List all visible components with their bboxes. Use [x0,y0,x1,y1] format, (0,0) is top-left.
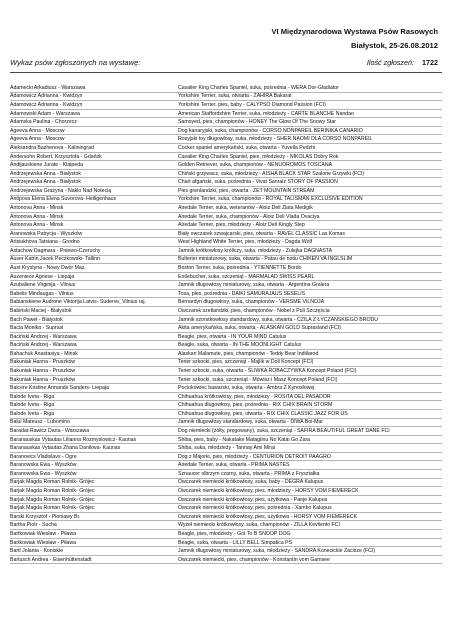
entry-owner: Andrzejewska Grażyna - Naklo Nad Notecią [10,187,112,194]
entry-dog: Samoyed, pies, championów - HONEY The Glow Of The Snowy Star [178,119,337,126]
list-item [10,427,442,436]
list-item [10,256,442,265]
list-item [10,556,442,565]
list-item [10,479,442,488]
list-item [10,444,442,453]
list-item [10,281,442,290]
entry-owner: Balode Iveta - Riga [10,402,55,409]
list-item [10,547,442,556]
list-item [10,213,442,222]
entry-dog: Airedale Terrier, suka, championów - Aloiz Deli Vlada Ovaciya [178,213,320,220]
entry-owner: Babiński Maciej - Białystok [10,307,72,314]
entry-owner: Bartkowiak Wiesław - Piława [10,530,77,537]
list-item [10,419,442,428]
entry-dog: Yorkshire Terrier, suka, otwarta - ZAHIRA Bakarat [178,93,292,100]
entry-owner: Barjak Magda Roman Rolnik- Grójec [10,479,95,486]
list-item [10,84,442,93]
entry-owner: Ageeva Anna - Moscow [10,127,65,134]
list-item [10,264,442,273]
entry-dog: American Staffordshire Terrier, suka, młodzieży - CARTE BLANCHE Nandao [178,110,354,117]
entry-owner: Auser Katrin Jacek Peczkowski- Tallinn [10,256,100,263]
list-item [10,196,442,205]
list-item [10,153,442,162]
entry-dog: Owczarek szetlandzki, pies, championów - Nobel z Puli Szczęścia [178,307,330,314]
list-item [10,410,442,419]
entry-dog: Wyżeł niemiecki krótkowłosy, suka, championów - ZILLA Kevilento FCI [178,522,340,529]
entry-dog: Jamnik szorstkowłosy standardowy, suka, otwarta - CZILA Z ŁYCZAŃSKIEGO BRODU [178,316,378,323]
list-item [10,461,442,470]
list-item [10,298,442,307]
entry-owner: Baciński Andrzej - Warszawa [10,342,77,349]
entry-dog: Alaskan Malamute, pies, championów - Teddy Bear Indiilarod [178,350,319,357]
entry-owner: Ageeva Anna - Moscow [10,136,65,143]
entry-owner: Barski Krzysztof - Płoniawy Br. [10,513,81,520]
list-item [10,144,442,153]
entry-dog: Golden Retriever, suka, championów - NENUOROMOS TOSCANA [178,162,333,169]
entry-owner: Barjak Magda Roman Rolnik- Grójec [10,505,95,512]
entries-list [10,84,442,564]
entry-dog: Owczarek niemiecki krótkowłosy, pies, użytkowa - HORSY VOM FIEMERECK [178,513,358,520]
entry-dog: Entlebucher, suka, szczeniąt - MARMALAD SWISS PEARL [178,273,315,280]
entry-dog: Shiba, pies, baby - Nakatake Matagiinu No Katai Go Zara [178,436,311,443]
list-item [10,316,442,325]
entry-dog: Akita amerykańska, suka, otwarta - ALASKAN GOLD Suprasland (FCI) [178,325,341,332]
entry-dog: West Highland White Terrier, pies, młodzieży - Dagda Wolf [178,239,313,246]
entry-owner: Bahachuk Anastasiya - Minsk [10,350,78,357]
entry-dog: Chihuahua długowłosy, pies, otwarta - RIX CHIX CLASSIC JAZZ FOR US [178,410,348,417]
list-item [10,401,442,410]
entry-owner: Balode Iveta - Riga [10,393,55,400]
entry-dog: Dog z Majorki, pies, młodzieży - CENTURION DETROIT PAAGRO [178,453,331,460]
list-item [10,178,442,187]
entry-owner: Balcere Kristine Armands Sanders- Liepaja [10,385,109,392]
list-item [10,238,442,247]
entry-dog: Bernardyn długowłosy, suka, championów - VERSME VILNOJA [178,299,325,306]
list-item [10,110,442,119]
entry-dog: Airedale Terrier, suka, weteranów - Aloiz Deli Zlata Medigik [178,204,313,211]
list-item [10,221,442,230]
list-item [10,93,442,102]
list-item [10,290,442,299]
event-title: VI Międzynarodowa Wystawa Psów Rasowych [271,27,438,36]
entry-dog: Terier szkocki, pies, szczeniąt - Majlik w Doli Koncept (FCI) [178,359,314,366]
entry-owner: Babianskiene Audrone Viktorija Latvis- Suderve, Vilnius raj. [10,299,146,306]
entry-dog: Jamnik długowłosy standardowy, suka, otwarta - DIWA Boi-Mar [178,419,324,426]
list-item [10,247,442,256]
entry-dog: Jamnik krótkowłosy króliczy, suka, młodzieży - Zulejka DAGNASTA [178,247,333,254]
entry-dog: Owczarek niemiecki, pies, championów - Konstantin vom Gamsee [178,556,330,563]
entry-owner: Adamecki Arkadiusz - Warszawa [10,84,86,91]
entry-owner: Bakuniak Hanna - Pruszków [10,359,76,366]
entry-owner: Astachow Dagmara - Pniewo-Czeruchy [10,247,101,254]
entry-dog: Terier szkocki, suka, otwarta - ŚLIWKA ROBACZYWKA Koncept Poland (FCI) [178,367,357,374]
document-header [271,25,438,52]
entry-owner: Adamska Paulina - Chorzecz [10,119,77,126]
list-item [10,324,442,333]
list-item [10,393,442,402]
entry-dog: Chihuahua długowłosy, pies, pośrednia - RIX CHIX BRAIN STORM [178,402,333,409]
entry-dog: Terier szkocki, suka, szczeniąt - Mówisz i Masz Koncept Poland (FCI) [178,376,338,383]
entry-dog: Shiba, suka, młodzieży - Tannay Ami Mirai [178,445,276,452]
entry-dog: Owczarek niemiecki krótkowłosy, pies, młodzieży - HORSY VOM FIEMERECK [178,488,359,495]
entry-dog: Beagle, pies, otwarta - IN YOUR MIND Catulus [178,333,287,340]
entry-owner: Balode Iveta - Riga [10,410,55,417]
entry-dog: Jamnik długowłosy miniaturowy, suka, młodzieży - SANDRA Konecickie Zacisze (FCI) [178,548,376,555]
entry-dog: Chihuahua krótkowłosy, pies, młodzieży - ROSITA DEL PASADOR [178,393,331,400]
list-item [10,127,442,136]
entry-owner: Antonova Anna - Minsk [10,222,64,229]
list-item [10,187,442,196]
entry-owner: Aleksandra Bazhenova - Kaliningrad [10,144,94,151]
entry-dog: Biały owczarek szwajcarski, pies, otwarta - RAVEL CLASSIC Las Komas [178,230,345,237]
entry-owner: Bakuniak Hanna - Pruszków [10,376,76,383]
entry-owner: Barjak Magda Roman Rolnik- Grójec [10,496,95,503]
list-item [10,101,442,110]
list-item [10,307,442,316]
entry-dog: Jamnik długowłosy miniaturowy, suka, otwarta - Argentina Gralera [178,282,330,289]
entry-owner: Adamowicz Adrianna - Kwidzyn [10,102,83,109]
entry-owner: Baciński Andrzej - Warszawa [10,333,77,340]
entry-owner: Bacia Monika - Suprasl [10,325,64,332]
entry-owner: Bartusch Andrea - Eisenhüttenstadt [10,556,92,563]
list-item [10,161,442,170]
event-place-date: Białystok, 25-26.08.2012 [351,40,438,50]
entry-dog: Rosyjski toy długowłosy, suka, młodzieży - SHER NAOMI DLA CORSO NONPAREIL [178,136,373,143]
list-item [10,204,442,213]
list-item [10,470,442,479]
list-item [10,135,442,144]
list-item [10,504,442,513]
list-item [10,367,442,376]
header-divider [10,72,442,73]
entry-count [367,58,438,67]
list-item [10,453,442,462]
entry-dog: Airedale Terrier, suka, otwarta - PRIMA NASTES [178,462,290,469]
entry-owner: Baranauskas Vytautas Zhana Danilova- Kaunas [10,445,121,452]
entry-dog: Owczarek niemiecki krótkowłosy, suka, baby - DEGRA Kalupus [178,479,324,486]
list-item [10,521,442,530]
entry-owner: Barjak Magda Roman Rolnik- Grójec [10,488,95,495]
entry-owner: Bakuniak Hanna - Pruszków [10,367,76,374]
list-item [10,487,442,496]
list-item [10,359,442,368]
list-item [10,384,442,393]
entry-owner: Aranowska Patrycja - Wyszków [10,230,83,237]
list-heading: Wykaz psów zgłoszonych na wystawę: [10,58,141,67]
entry-dog: Airedale Terrier, pies, młodzieży - Aloiz Deli Kingly Step [178,222,305,229]
entry-dog: Beagle, suka, otwarta - LILLY BELL Simpatica PS [178,539,293,546]
entry-owner: Bartl Jolanta - Koniskie [10,548,64,555]
entry-owner: Azubaliene Virginija - Vilnius [10,282,76,289]
list-item [10,436,442,445]
entry-dog: Yorkshire Terrier, pies, baby - CALYPSO Diamond Passion (FCI) [178,102,326,109]
entry-owner: Bach Paweł - Białystok [10,316,63,323]
entry-dog: Chart afgański, suka, pośrednia - Vivat Sanraiz STORY OF PASSION [178,179,338,186]
list-item [10,333,442,342]
entry-owner: Balul Mateusz - Lubomino [10,419,70,426]
entry-owner: Adamowicz Adrianna - Kwidzyn [10,93,83,100]
list-item [10,118,442,127]
entry-count-value: 1722 [422,58,438,67]
entry-dog: Owczarek niemiecki krótkowłosy, pies, pośrednia - Xambo Kalupus [178,505,332,512]
entry-owner: Bartha Piotr - Sucha [10,522,57,529]
entry-owner: Andrzejewska Anna - Białystok [10,179,81,186]
entry-dog: Dog kanaryjski, suka, championów - CORSO NONPAREIL BERINIKA CANARIO [178,127,363,134]
list-item [10,539,442,548]
entry-owner: Bartkowiak Wiesław - Piława [10,539,77,546]
entry-owner: Auzeniece Agnese - Liepaja [10,273,75,280]
list-item [10,530,442,539]
entry-owner: Artsiukhova Tatsiana - Grodno [10,239,80,246]
list-item [10,273,442,282]
entry-owner: Antonova Anna - Minsk [10,204,64,211]
entry-owner: Baranauskas Vytautas Lilianna Rozmyslowicz- Kaunas [10,436,137,443]
list-item [10,496,442,505]
entry-dog: Cavalier King Charles Spaniel, suka, pośrednia - WERA Dor-Gladiator [178,84,339,91]
entry-owner: Andersohn Robert, Krzysztofa - Gdańsk [10,153,102,160]
entry-dog: Pies grenlandzki, pies, otwarta - ZET MOUNTAIN STREAM [178,187,315,194]
entry-owner: Baranowska Ewa - Wyszków [10,470,77,477]
entry-owner: Aust Krystyna - Nowy Dwór Maz. [10,265,86,272]
entry-dog: Cocker spaniel amerykański, suka, otwarta - Yuvella Pedzhi [178,144,316,151]
entry-dog: Sznaucer olbrzym czarny, suka, otwarta - PRIMA z Fryształka [178,470,320,477]
entry-dog: Pociokowiec bawarski, suka, otwarta - Ambra Z Kynosłowej [178,385,315,392]
entry-owner: Adamowski Adam - Warszawa [10,110,80,117]
list-item [10,350,442,359]
entry-dog: Beagle, pies, młodzieży - Got To B SNOOP DOG [178,530,291,537]
entry-owner: Baradat-Rawicz Daria - Warszawa [10,428,90,435]
entry-dog: Beagle, suka, otwarta - IN THE MOONLIGHT Catulus [178,342,302,349]
entry-dog: Dog niemiecki (żółty, pręgowany), suka, szczeniąt - SAFIRA BEAUTIFUL GREAT DANE FCI [178,428,390,435]
entry-owner: Baranowska Ewa - Wyszków [10,462,77,469]
entry-dog: Tosa, pies, pośrednia - DAIKI SAMURAJAUS SESELIS [178,290,306,297]
list-item [10,376,442,385]
list-item [10,341,442,350]
entry-dog: Yorkshire Terrier, suka, championów - ROYAL TALISMAN EXCLUSIVE EDITION [178,196,363,203]
entry-dog: Boston Terrier, suka, pośrednia - YTIENNETTE Bordo [178,265,302,272]
entry-owner: Antipova Elena Elena Suvorova- Heiligenhaus [10,196,117,203]
list-item [10,230,442,239]
entry-owner: Andrzejewska Anna - Białystok [10,170,81,177]
entry-dog: Bulterier miniaturowy, suka, otwarta - Patau de notiu CHIKEN VA INGLSLIM [178,256,353,263]
list-item [10,513,442,522]
list-item [10,170,442,179]
entry-owner: Andijauskiene Jurate - Klaipeda [10,162,83,169]
entry-dog: Cavalier King Charles Spaniel, pies, młodzieży - NIKOLAS Dobry Rok [178,153,339,160]
entry-count-label: Ilość zgłoszeń: [366,58,414,67]
entry-owner: Babelis Mindaugas - Vilnius [10,290,74,297]
entry-owner: Baranovics Vladislavs - Ogre [10,453,77,460]
entry-owner: Antonova Anna - Minsk [10,213,64,220]
entry-dog: Chiński grzywacz, suka, młodzieży - AISHA BLACK STAR Szalone Grzywki (FCI) [178,170,365,177]
entry-dog: Owczarek niemiecki krótkowłosy, pies, użytkowa - Paeje Kalupus [178,496,328,503]
